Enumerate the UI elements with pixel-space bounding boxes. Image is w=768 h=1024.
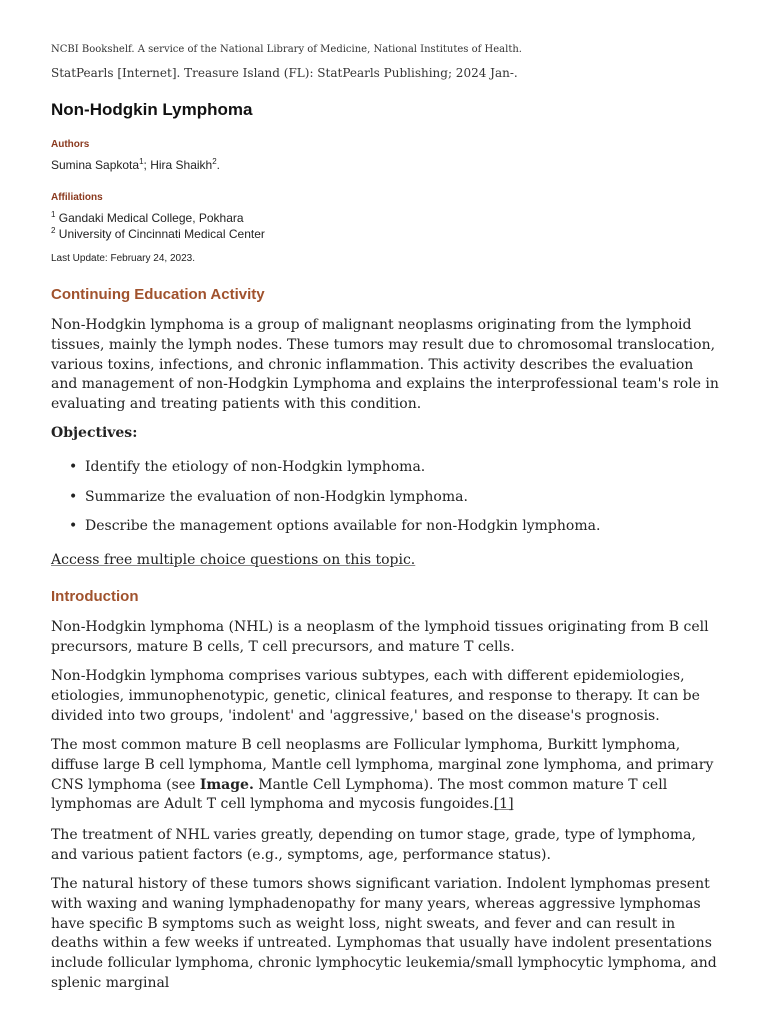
objectives-list: [51, 457, 600, 546]
author-affil-number: 1: [139, 157, 144, 166]
paragraph-text: Mantle Cell Lymphoma). The most common mature T cell lymphomas are Adult T cell lymphoma and mycosis fungoides.: [51, 776, 668, 813]
affiliation-item: [51, 211, 244, 225]
affiliations-heading: Affiliations: [51, 192, 103, 203]
ce-paragraph: Non-Hodgkin lymphoma is a group of malignant neoplasms originating from the lymphoid tissues, mainly the lymph nodes. These tumors may result due to chromosomal translocation, various toxins, infections, and chronic inflammation. This activity describes the evaluation and management of non-Hodgkin Lymphoma and explains the interprofessional team's role in evaluating and treating patients with this condition.: [51, 317, 719, 413]
authors-end: .: [216, 158, 221, 172]
author-separator: ;: [143, 158, 151, 172]
authors-list: [51, 158, 220, 172]
citation-line: StatPearls [Internet]. Treasure Island (FL): StatPearls Publishing; 2024 Jan-.: [51, 66, 518, 80]
intro-paragraph: [51, 736, 721, 815]
intro-paragraph: Non-Hodgkin lymphoma (NHL) is a neoplasm of the lymphoid tissues originating from B cell precursors, mature B cells, T cell precursors, and mature T cells.: [51, 619, 709, 655]
affiliation-text: Gandaki Medical College, Pokhara: [55, 211, 244, 225]
author-affil-number: 2: [212, 157, 217, 166]
page-title: Non-Hodgkin Lymphoma: [51, 100, 253, 119]
affiliation-number: 1: [51, 210, 56, 219]
mcq-access-link[interactable]: Access free multiple choice questions on this topic.: [51, 552, 416, 568]
objectives-label: Objectives:: [51, 425, 138, 441]
paragraph-text: The most common mature B cell neoplasms are Follicular lymphoma, Burkitt lymphoma, diffuse large B cell lymphoma, Mantle cell lymphoma, marginal zone lymphoma, and primary CNS lymphoma (see: [51, 737, 714, 793]
reference-link[interactable]: [1]: [493, 796, 514, 813]
intro-paragraph: Non-Hodgkin lymphoma comprises various subtypes, each with different epidemiologies, etiologies, immunophenotypic, genetic, clinical features, and response to therapy. It can be divided into two groups, 'indolent' and 'aggressive,' based on the disease's prognosis.: [51, 668, 700, 724]
ncbi-banner: NCBI Bookshelf. A service of the National Library of Medicine, National Institutes of Health.: [51, 44, 522, 55]
author-name[interactable]: Hira Shaikh: [150, 158, 213, 172]
last-update: Last Update: February 24, 2023.: [51, 253, 195, 264]
intro-paragraph: The treatment of NHL varies greatly, depending on tumor stage, grade, type of lymphoma, and various patient factors (e.g., symptoms, age, performance status).: [51, 827, 696, 863]
continuing-education-heading: Continuing Education Activity: [51, 286, 265, 303]
author-name[interactable]: Sumina Sapkota: [51, 158, 140, 172]
introduction-heading: Introduction: [51, 588, 139, 605]
list-item: • Summarize the evaluation of non-Hodgkin lymphoma.: [51, 487, 600, 517]
affiliation-item: [51, 227, 265, 241]
affiliation-text: University of Cincinnati Medical Center: [55, 227, 265, 241]
affiliation-number: 2: [51, 226, 56, 235]
authors-heading: Authors: [51, 139, 90, 150]
image-link[interactable]: Image.: [199, 776, 254, 793]
list-item: • Identify the etiology of non-Hodgkin lymphoma.: [51, 457, 600, 487]
intro-paragraph: The natural history of these tumors shows significant variation. Indolent lymphomas present with waxing and waning lymphadenopathy for many years, whereas aggressive lymphomas have specific B symptoms such as weight loss, night sweats, and fever and can result in deaths within a few weeks if untreated. Lymphomas that usually have indolent presentations include follicular lymphoma, chronic lymphocytic leukemia/small lymphocytic lymphoma, and splenic marginal: [51, 876, 717, 991]
list-item: • Describe the management options available for non-Hodgkin lymphoma.: [51, 516, 600, 546]
